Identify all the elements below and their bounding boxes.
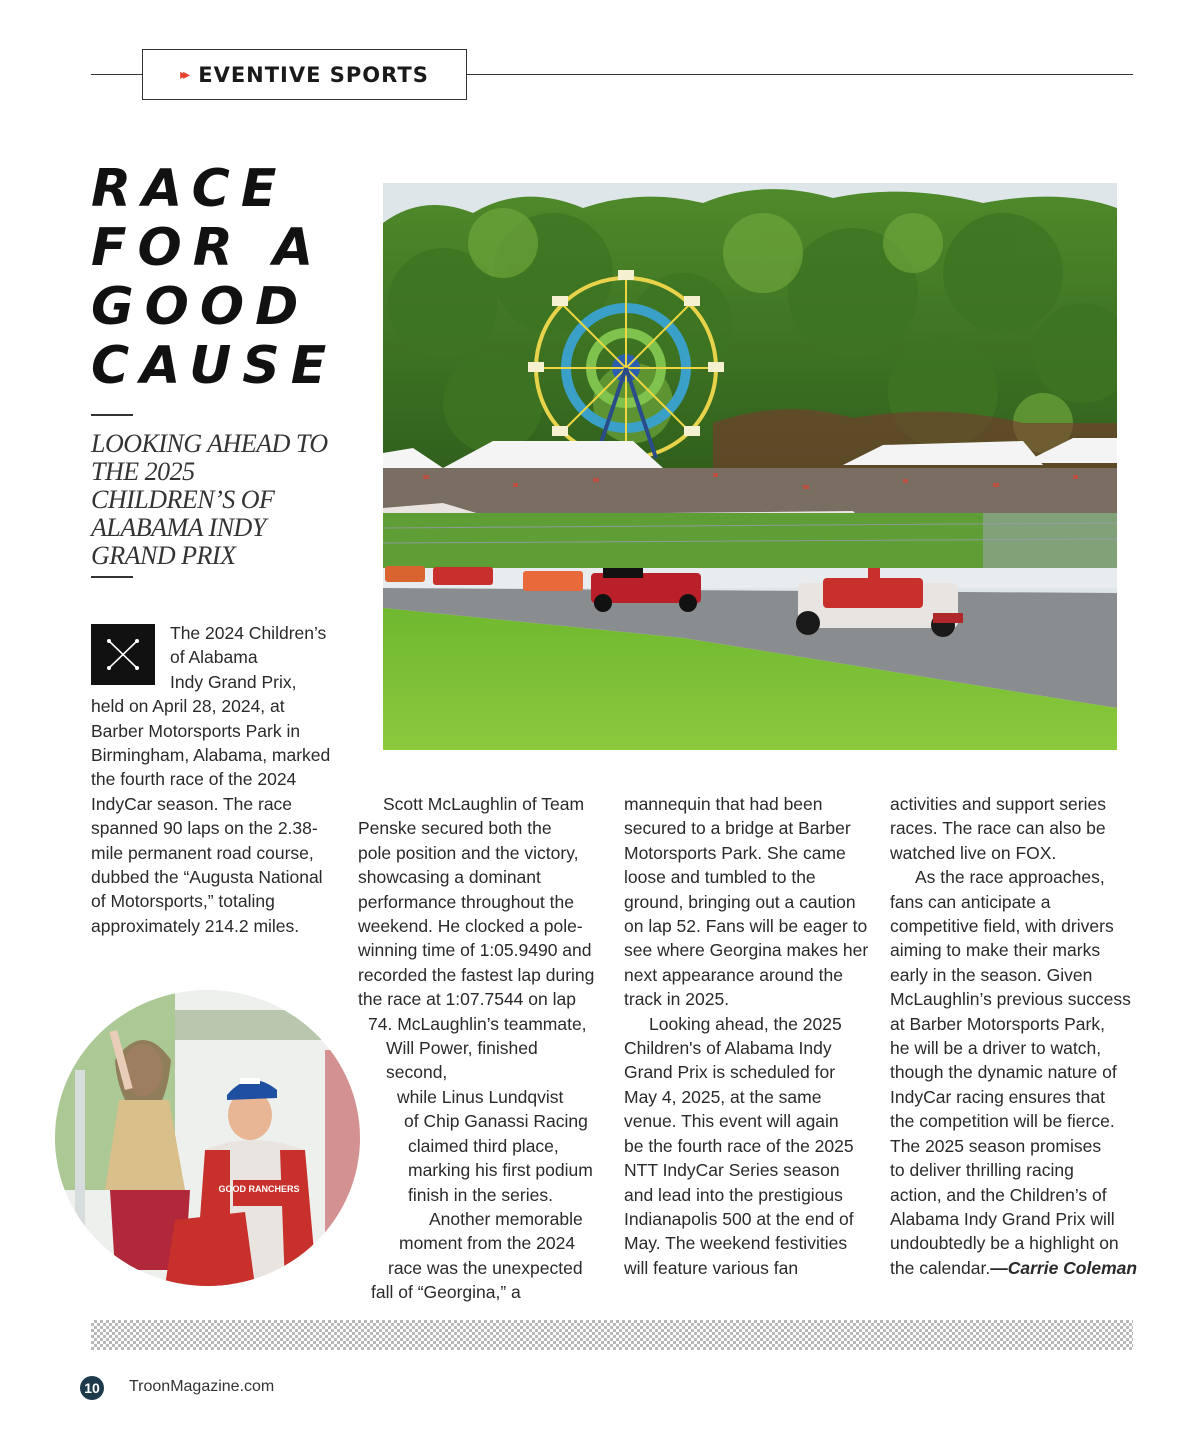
body-line: Alabama Indy Grand Prix will: [890, 1208, 1115, 1229]
body-line: mannequin that had been: [624, 794, 823, 814]
body-line: approximately 214.2 miles.: [91, 915, 300, 936]
article-title: [91, 160, 371, 396]
body-line: McLaughlin’s previous success: [890, 989, 1131, 1010]
checkered-divider: [91, 1320, 1133, 1350]
header-rule-left: [91, 74, 143, 75]
body-line: on lap 52. Fans will be eager to: [624, 916, 868, 937]
section-label: EVENTIVE SPORTS: [198, 62, 429, 87]
body-line: while Linus Lundqvist: [397, 1086, 564, 1107]
body-line: he will be a driver to watch,: [890, 1038, 1102, 1059]
page-number: 10: [80, 1376, 104, 1400]
body-line: though the dynamic nature of: [890, 1062, 1117, 1083]
body-line: undoubtedly be a highlight on: [890, 1233, 1119, 1254]
body-line: showcasing a dominant: [358, 867, 541, 888]
body-line: Motorsports Park. She came: [624, 842, 846, 863]
body-line: the competition will be fierce.: [890, 1111, 1115, 1132]
race-photo: [383, 183, 1117, 750]
body-line: competitive field, with drivers: [890, 916, 1114, 937]
body-line: the calendar.: [890, 1257, 991, 1278]
body-line: NTT IndyCar Series season: [624, 1160, 840, 1181]
body-line: May. The weekend festivities: [624, 1233, 848, 1254]
body-line: Indy Grand Prix,: [170, 671, 297, 692]
body-line: Scott McLaughlin of Team: [383, 794, 585, 814]
article-subtitle: LOOKING AHEAD TO THE 2025 CHILDREN’S OF ALABAMA INDY GRAND PRIX: [91, 429, 328, 570]
body-line: As the race approaches,: [915, 867, 1105, 888]
body-line: winning time of 1:05.9490 and: [358, 940, 592, 961]
body-line: to deliver thrilling racing: [890, 1160, 1074, 1181]
body-line: moment from the 2024: [399, 1233, 576, 1254]
body-line: at Barber Motorsports Park,: [890, 1013, 1105, 1034]
body-column-3: [624, 792, 874, 1280]
body-line-last: [890, 1256, 1140, 1280]
site-url: TroonMagazine.com: [129, 1378, 275, 1395]
body-line: weekend. He clocked a pole-: [358, 916, 583, 937]
driver-photo: [55, 990, 360, 1286]
title-line: FOR A: [91, 218, 325, 278]
body-line: Another memorable: [429, 1208, 583, 1229]
body-line: Will Power, finished second,: [386, 1038, 538, 1083]
body-line: Birmingham, Alabama, marked: [91, 745, 331, 766]
body-line: fans can anticipate a: [890, 891, 1051, 912]
body-line: of Motorsports,” totaling: [91, 891, 275, 912]
header-rule-right: [467, 74, 1133, 75]
body-line: secured to a bridge at Barber: [624, 818, 851, 839]
body-line: next appearance around the: [624, 964, 843, 985]
title-line: CAUSE: [91, 336, 338, 396]
body-line: 74. McLaughlin’s teammate,: [368, 1013, 587, 1034]
body-line: track in 2025.: [624, 989, 730, 1010]
body-line: The 2025 season promises: [890, 1135, 1102, 1156]
body-line: venue. This event will again: [624, 1111, 839, 1132]
body-line: Barber Motorsports Park in: [91, 720, 301, 741]
byline: —Carrie Coleman: [990, 1257, 1138, 1278]
title-rule-top: [91, 414, 133, 416]
body-line: watched live on FOX.: [890, 842, 1057, 863]
body-line: fall of “Georgina,” a: [371, 1282, 521, 1303]
body-line: race was the unexpected: [388, 1257, 583, 1278]
body-line: The 2024 Children’s: [170, 623, 327, 643]
body-line: mile permanent road course,: [91, 842, 314, 863]
body-line: recorded the fastest lap during: [358, 964, 595, 985]
section-header: [142, 49, 467, 100]
body-line: and lead into the prestigious: [624, 1184, 843, 1205]
body-line: the race at 1:07.7544 on lap: [358, 989, 576, 1010]
body-column-4: [890, 792, 1140, 1280]
body-line: races. The race can also be: [890, 818, 1106, 839]
body-line: claimed third place,: [408, 1135, 559, 1156]
body-line: held on April 28, 2024, at: [91, 696, 285, 717]
body-line: marking his first podium: [408, 1160, 593, 1181]
body-line: May 4, 2025, at the same: [624, 1086, 822, 1107]
double-arrow-icon: ▸▸: [180, 66, 187, 82]
body-line: of Alabama: [170, 647, 258, 668]
title-line: RACE: [91, 159, 288, 219]
body-line: loose and tumbled to the: [624, 867, 816, 888]
body-line: see where Georgina makes her: [624, 940, 869, 961]
body-line: pole position and the victory,: [358, 842, 579, 863]
body-line: be the fourth race of the 2025: [624, 1135, 854, 1156]
subtitle-rule-bottom: [91, 576, 133, 578]
body-line: will feature various fan: [624, 1257, 799, 1278]
body-line: aiming to make their marks: [890, 940, 1101, 961]
body-line: finish in the series.: [408, 1184, 553, 1205]
body-line: of Chip Ganassi Racing: [404, 1111, 588, 1132]
body-line: dubbed the “Augusta National: [91, 867, 323, 888]
body-line: Indianapolis 500 at the end of: [624, 1208, 854, 1229]
body-line: IndyCar racing ensures that: [890, 1086, 1105, 1107]
body-line: Grand Prix is scheduled for: [624, 1062, 836, 1083]
body-line: activities and support series: [890, 794, 1106, 814]
body-line: early in the season. Given: [890, 964, 1093, 985]
body-line: Children's of Alabama Indy: [624, 1038, 832, 1059]
body-line: Penske secured both the: [358, 818, 552, 839]
body-line: Looking ahead, the 2025: [649, 1013, 842, 1034]
body-line: the fourth race of the 2024: [91, 769, 297, 790]
title-line: GOOD: [91, 277, 310, 337]
body-line: action, and the Children’s of: [890, 1184, 1107, 1205]
body-line: spanned 90 laps on the 2.38-: [91, 818, 318, 839]
suit-logo: GOOD RANCHERS: [218, 1184, 300, 1194]
body-line: performance throughout the: [358, 891, 574, 912]
body-column-1: [91, 621, 336, 938]
body-column-2: [358, 792, 603, 1305]
body-line: IndyCar season. The race: [91, 793, 293, 814]
body-line: ground, bringing out a caution: [624, 891, 856, 912]
